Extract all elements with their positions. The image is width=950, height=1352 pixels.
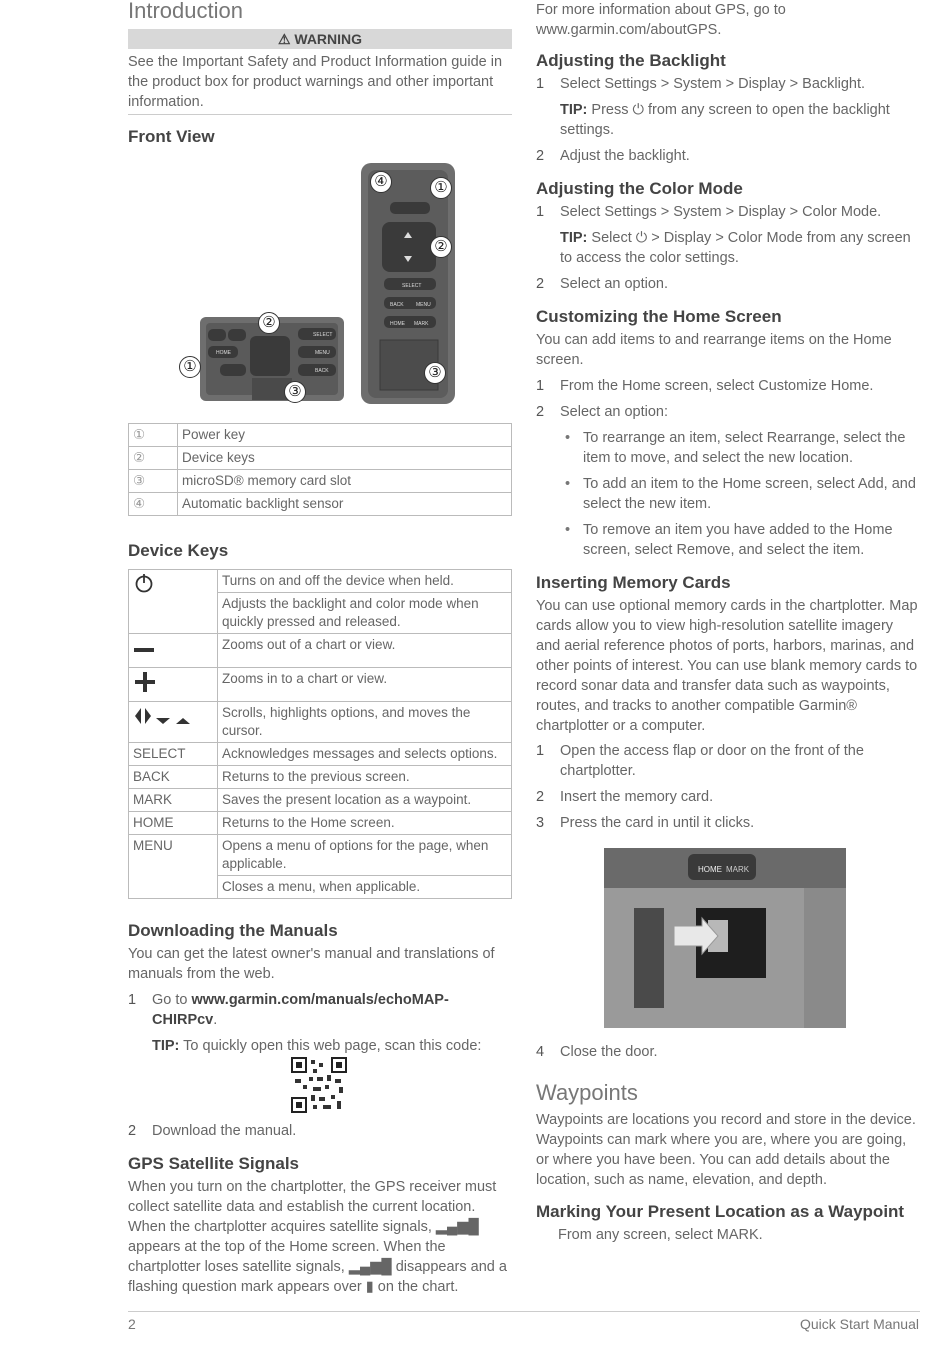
callout-2-large: ② [430, 236, 452, 258]
color-step-2 [536, 274, 920, 294]
parts-table [128, 423, 512, 516]
home-step-1 [536, 376, 920, 396]
table-row [129, 812, 512, 835]
warning-banner: ⚠ WARNING [128, 29, 512, 49]
device-small-menu-label: MENU [315, 350, 330, 356]
step-text: Select an option: [560, 404, 669, 420]
table-row [129, 702, 512, 743]
color-tip [560, 228, 920, 268]
memory-step-3 [536, 813, 920, 833]
step-text: Close the door. [560, 1044, 658, 1060]
step-number: 3 [536, 815, 545, 831]
memory-step-1 [536, 741, 920, 781]
gps-heading: GPS Satellite Signals [128, 1154, 300, 1173]
tip-label: TIP: [152, 1038, 180, 1054]
device-large-select-label: SELECT [402, 283, 422, 289]
device-small-back-label: BACK [315, 368, 329, 374]
arrow-keys-icon [133, 704, 213, 728]
step-text: Select an option. [560, 276, 669, 292]
step-number: 1 [536, 743, 545, 759]
step-number: 1 [128, 992, 137, 1008]
tip-label: TIP: [560, 102, 588, 118]
key-desc: Returns to the Home screen. [218, 812, 512, 835]
part-label: Device keys [178, 447, 512, 470]
part-number: ② [129, 447, 178, 470]
memory-step-4 [536, 1042, 920, 1062]
step-text: Select Settings > System > Display > Color Mode. [560, 204, 882, 220]
table-row [129, 424, 512, 447]
step-number: 1 [536, 76, 545, 92]
step-text: Press the card in until it clicks. [560, 815, 755, 831]
callout-1-large: ① [430, 177, 452, 199]
table-row [129, 743, 512, 766]
footer-title: Quick Start Manual [799, 1316, 919, 1332]
warning-text: See the Important Safety and Product Information guide in the product box for product warnings and other important information. [128, 54, 503, 110]
callout-1-small: ① [179, 356, 201, 378]
page-number: 2 [128, 1316, 136, 1332]
step-number: 1 [536, 204, 545, 220]
list-item: • To add an item to the Home screen, select Add, and select the new item. [583, 474, 920, 514]
tip-text: To quickly open this web page, scan this code: [183, 1038, 482, 1054]
step-text: Insert the memory card. [560, 789, 714, 805]
photo-home-label: HOME [698, 865, 722, 874]
table-row [129, 835, 512, 876]
key-desc: Acknowledges messages and selects options. [218, 743, 512, 766]
device-small-select-label: SELECT [313, 332, 333, 338]
key-desc: Zooms in to a chart or view. [218, 668, 512, 702]
marking-text: From any screen, select MARK. [558, 1227, 763, 1243]
step-number: 2 [536, 148, 545, 164]
callout-2-small: ② [258, 312, 280, 334]
key-desc: Turns on and off the device when held. [218, 570, 512, 593]
key-desc: Opens a menu of options for the page, when applicable. [218, 835, 512, 876]
list-item: • To rearrange an item, select Rearrange, select the item to move, and select the new location. [583, 428, 920, 468]
tip-label: TIP: [560, 230, 588, 246]
part-label: Automatic backlight sensor [178, 493, 512, 516]
waypoints-text: Waypoints are locations you record and store in the device. Waypoints can mark where you are, where you are going, or where you have been. You can add details about the location, such as name, elevation, and depth. [536, 1112, 916, 1188]
table-row [129, 447, 512, 470]
gps-text: When you turn on the chartplotter, the GPS receiver must collect satellite data and establish the current location. When the chartplotter acquires satellite signals, ▂▄▆█ appears at the top of the Home screen. When the chartplotter loses satellite signals, ▂▄▆█ disappears and a flashing question mark appears over ▮ on the chart. [128, 1179, 507, 1295]
power-icon [133, 572, 155, 594]
tip-text: Press ⏻ from any screen to open the backlight settings. [560, 102, 890, 138]
key-desc: Adjusts the backlight and color mode when quickly pressed and released. [218, 593, 512, 634]
photo-mark-label: MARK [726, 865, 750, 874]
device-large-mark-label: MARK [414, 321, 429, 327]
part-number: ① [129, 424, 178, 447]
color-step-1 [536, 202, 920, 222]
front-view-illustration [168, 160, 508, 410]
home-step-2 [536, 402, 920, 422]
step-number: 2 [128, 1123, 137, 1139]
key-cell [129, 570, 218, 634]
key-cell [129, 702, 218, 743]
home-screen-text: You can add items to and rearrange items on the Home screen. [536, 332, 892, 368]
download-text: You can get the latest owner's manual and translations of manuals from the web. [128, 946, 495, 982]
table-row [129, 470, 512, 493]
key-name: SELECT [129, 743, 218, 766]
device-keys-heading: Device Keys [128, 541, 229, 560]
part-number: ③ [129, 470, 178, 493]
download-step-2 [128, 1121, 512, 1141]
footer-divider [128, 1311, 920, 1312]
step-text: Open the access flap or door on the front of the chartplotter. [560, 743, 864, 779]
key-cell [129, 668, 218, 702]
table-row [129, 789, 512, 812]
page-title: Introduction [128, 0, 243, 23]
step-number: 2 [536, 276, 545, 292]
step-number: 4 [536, 1044, 545, 1060]
step-text: Download the manual. [152, 1123, 297, 1139]
key-name: HOME [129, 812, 218, 835]
step-number: 2 [536, 404, 545, 420]
backlight-step-1 [536, 74, 920, 94]
memory-cards-heading: Inserting Memory Cards [536, 573, 731, 592]
key-desc: Closes a menu, when applicable. [218, 876, 512, 899]
step-number: 1 [536, 378, 545, 394]
backlight-tip [560, 100, 920, 140]
download-tip [152, 1036, 512, 1056]
memory-card-slot-photo [604, 848, 846, 1028]
key-desc: Scrolls, highlights options, and moves the cursor. [218, 702, 512, 743]
gps-more-text: For more information about GPS, go to www.garmin.com/aboutGPS. [536, 2, 786, 38]
step-text: Go to [152, 992, 192, 1008]
step-text: Adjust the backlight. [560, 148, 690, 164]
list-item: • To remove an item you have added to the Home screen, select Remove, and select the item. [583, 520, 920, 560]
color-mode-heading: Adjusting the Color Mode [536, 179, 743, 198]
memory-cards-text: You can use optional memory cards in the chartplotter. Map cards allow you to view high-resolution satellite imagery and aerial reference photos of ports, harbors, marinas, and other points of interest. You can use blank memory cards to record sonar data and transfer data such as waypoints, routes, and tracks to another compatible Garmin® chartplotter or a computer. [536, 598, 918, 734]
part-number: ④ [129, 493, 178, 516]
tip-text: Select ⏻ > Display > Color Mode from any screen to access the color settings. [560, 230, 911, 266]
download-heading: Downloading the Manuals [128, 921, 338, 940]
marking-heading: Marking Your Present Location as a Waypoint [536, 1202, 905, 1221]
key-name: MARK [129, 789, 218, 812]
minus-icon [133, 636, 157, 660]
plus-icon [133, 670, 157, 694]
callout-3-small: ③ [284, 381, 306, 403]
table-row [129, 634, 512, 668]
front-view-heading: Front View [128, 127, 215, 146]
qr-code-icon[interactable] [291, 1057, 347, 1113]
part-label: microSD® memory card slot [178, 470, 512, 493]
device-large-home-label: HOME [390, 321, 405, 327]
part-label: Power key [178, 424, 512, 447]
memory-step-2 [536, 787, 920, 807]
key-desc: Zooms out of a chart or view. [218, 634, 512, 668]
key-cell [129, 634, 218, 668]
divider [128, 114, 512, 115]
key-desc: Saves the present location as a waypoint. [218, 789, 512, 812]
waypoints-heading: Waypoints [536, 1080, 638, 1105]
table-row [129, 766, 512, 789]
step-text: Select Settings > System > Display > Backlight. [560, 76, 866, 92]
callout-4-large: ④ [370, 171, 392, 193]
device-keys-table [128, 569, 512, 899]
key-name: MENU [129, 835, 218, 899]
key-name: BACK [129, 766, 218, 789]
device-large-back-label: BACK [390, 302, 404, 308]
key-desc: Returns to the previous screen. [218, 766, 512, 789]
table-row [129, 668, 512, 702]
step-number: 2 [536, 789, 545, 805]
table-row [129, 570, 512, 593]
table-row [129, 493, 512, 516]
backlight-step-2 [536, 146, 920, 166]
device-large-menu-label: MENU [416, 302, 431, 308]
backlight-heading: Adjusting the Backlight [536, 51, 726, 70]
download-step-1: 1 Go to www.garmin.com/manuals/echoMAP-CHIRPcv. [128, 992, 449, 1028]
callout-3-large: ③ [424, 362, 446, 384]
manual-url-link[interactable]: www.garmin.com/manuals/echoMAP-CHIRPcv [152, 992, 449, 1028]
step-text: From the Home screen, select Customize Home. [560, 378, 874, 394]
device-small-home-label: HOME [216, 350, 231, 356]
home-screen-heading: Customizing the Home Screen [536, 307, 782, 326]
